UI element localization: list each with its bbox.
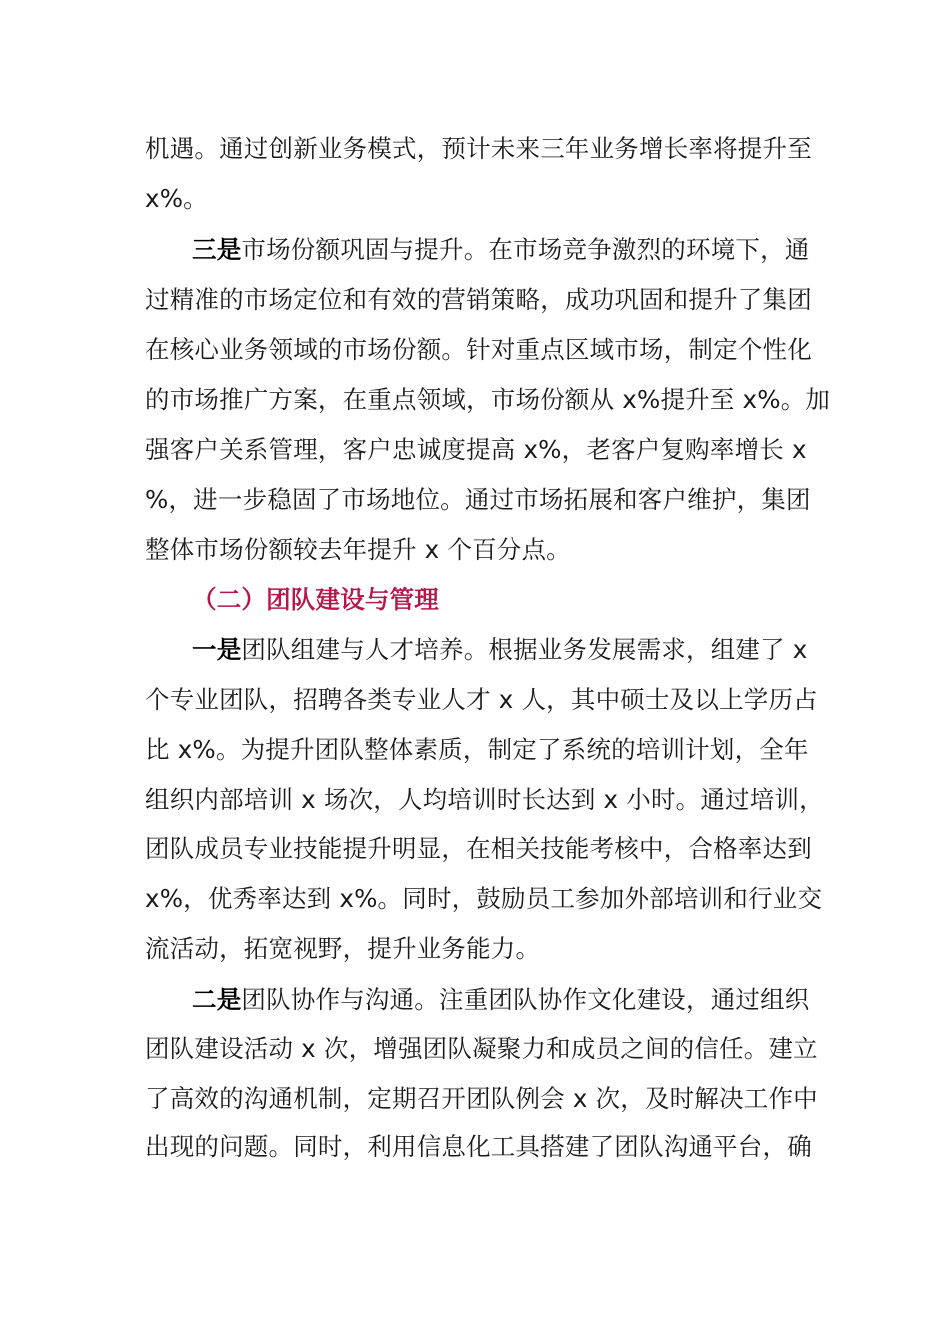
body-text-line: 的市场推广方案，在重点领域，市场份额从 x%提升至 x%。加 <box>145 385 831 414</box>
paragraph-first-line <box>192 634 808 666</box>
body-text-line: %，进一步稳固了市场地位。通过市场拓展和客户维护，集团 <box>145 485 811 514</box>
body-text-line: 流活动，拓宽视野，提升业务能力。 <box>145 934 541 963</box>
body-text-line: 团队成员专业技能提升明显，在相关技能考核中，合格率达到 <box>145 834 812 863</box>
paragraph-lead-label: 二是 <box>192 985 242 1014</box>
section-heading: （二）团队建设与管理 <box>192 585 439 614</box>
paragraph-lead-label: 三是 <box>192 235 242 264</box>
paragraph-first-line <box>192 234 810 266</box>
body-text-line: 了高效的沟通机制，定期召开团队例会 x 次，及时解决工作中 <box>145 1084 818 1113</box>
body-text-line: 比 x%。为提升团队整体素质，制定了系统的培训计划，全年 <box>145 735 809 764</box>
body-text-line: x%。 <box>145 184 208 213</box>
body-text-line: 机遇。通过创新业务模式，预计未来三年业务增长率将提升至 <box>145 134 812 163</box>
paragraph-text: 团队协作与沟通。注重团队协作文化建设，通过组织 <box>241 985 810 1014</box>
body-text-line: 整体市场份额较去年提升 x 个百分点。 <box>145 535 571 564</box>
body-text-line: 个专业团队，招聘各类专业人才 x 人，其中硕士及以上学历占 <box>145 685 818 714</box>
body-text-line: 在核心业务领域的市场份额。针对重点区域市场，制定个性化 <box>145 335 812 364</box>
body-text-line: 过精准的市场定位和有效的营销策略，成功巩固和提升了集团 <box>145 285 812 314</box>
paragraph-text: 市场份额巩固与提升。在市场竞争激烈的环境下，通 <box>241 235 810 264</box>
body-text-line: 强客户关系管理，客户忠诚度提高 x%，老客户复购率增长 x <box>145 435 807 464</box>
paragraph-first-line <box>192 984 810 1016</box>
body-text-line: 出现的问题。同时，利用信息化工具搭建了团队沟通平台，确 <box>145 1132 812 1161</box>
body-text-line: x%，优秀率达到 x%。同时，鼓励员工参加外部培训和行业交 <box>145 884 823 913</box>
body-text-line: 组织内部培训 x 场次，人均培训时长达到 x 小时。通过培训， <box>145 785 824 814</box>
paragraph-text: 团队组建与人才培养。根据业务发展需求，组建了 x <box>241 635 808 664</box>
body-text-line: 团队建设活动 x 次，增强团队凝聚力和成员之间的信任。建立 <box>145 1034 818 1063</box>
paragraph-lead-label: 一是 <box>192 635 242 664</box>
